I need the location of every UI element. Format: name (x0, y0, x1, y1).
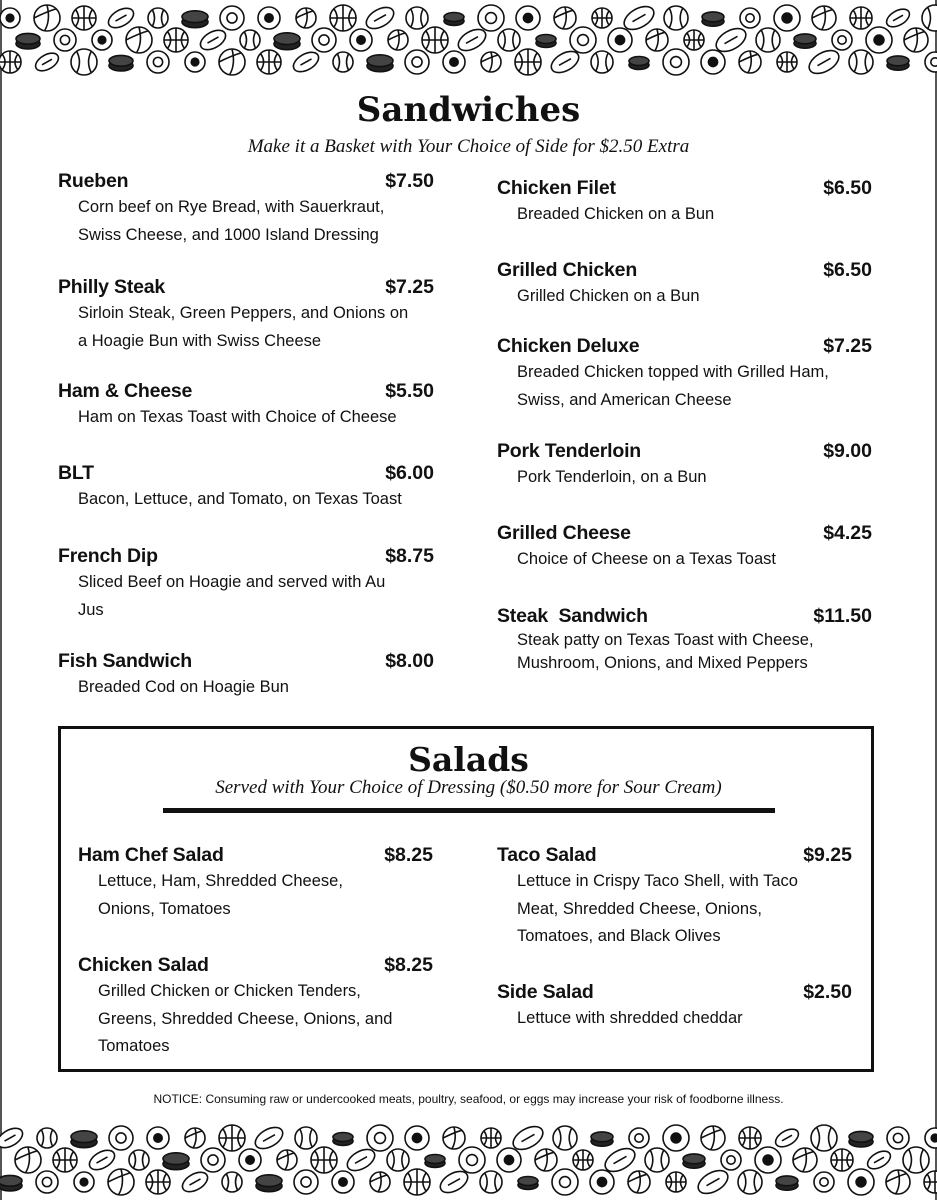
soccer-ball-icon (74, 1172, 94, 1192)
billiard-ball-icon (629, 1128, 649, 1148)
volleyball-icon (535, 1149, 557, 1171)
billiard-ball-icon (201, 1148, 225, 1172)
basketball-icon (666, 1172, 686, 1192)
baseball-icon (222, 1172, 242, 1192)
item-description-line: Swiss Cheese, and 1000 Island Dressing (78, 225, 379, 244)
volleyball-icon (388, 30, 408, 50)
football-icon (86, 1146, 118, 1173)
soccer-ball-icon (92, 30, 112, 50)
hockey-puck-icon (887, 56, 909, 70)
billiard-ball-icon (663, 49, 689, 75)
volleyball-icon (34, 5, 60, 31)
baseball-icon (738, 1170, 762, 1194)
soccer-ball-icon (925, 1128, 937, 1148)
volleyball-icon (646, 29, 668, 51)
baseball-icon (387, 1149, 409, 1171)
football-icon (290, 48, 322, 75)
item-price: $9.00 (823, 440, 872, 462)
menu-item-rueben (58, 170, 434, 249)
hockey-puck-icon (444, 13, 464, 26)
item-description-line: Lettuce, Ham, Shredded Cheese, (98, 872, 343, 890)
hockey-puck-icon (16, 33, 40, 49)
menu-item-pork-tenderloin (497, 440, 872, 492)
football-icon (252, 1123, 287, 1153)
item-description-line: Tomatoes (98, 1037, 170, 1055)
baseball-icon (406, 7, 428, 29)
item-description-line: Greens, Shredded Cheese, Onions, and (98, 1009, 393, 1028)
billiard-ball-icon (405, 50, 429, 74)
item-name: Philly Steak (58, 276, 166, 298)
baseball-icon (645, 1148, 669, 1172)
basketball-icon (481, 1128, 501, 1148)
billiard-ball-icon (814, 1172, 834, 1192)
baseball-icon (37, 1128, 57, 1148)
menu-item-french-dip (58, 545, 434, 624)
item-price: $7.25 (385, 276, 434, 298)
basketball-icon (219, 1125, 245, 1151)
basketball-icon (684, 30, 704, 50)
item-price: $8.00 (385, 650, 434, 672)
volleyball-icon (15, 1147, 41, 1173)
item-name: Chicken Deluxe (497, 335, 640, 357)
basketball-icon (573, 1150, 593, 1170)
baseball-icon (903, 1147, 929, 1173)
item-price: $8.75 (385, 545, 434, 567)
baseball-icon (295, 1127, 317, 1149)
item-description-line: Mushroom, Onions, and Mixed Peppers (517, 654, 808, 672)
baseball-icon (480, 1171, 502, 1193)
billiard-ball-icon (887, 1127, 909, 1149)
food-safety-notice: NOTICE: Consuming raw or undercooked meats, poultry, seafood, or eggs may increase your risk of foodborne illness. (153, 1092, 784, 1106)
baseball-icon (498, 29, 520, 51)
hockey-puck-icon (518, 1177, 538, 1190)
basketball-icon (257, 50, 281, 74)
volleyball-icon (185, 1128, 205, 1148)
basketball-icon (72, 6, 96, 30)
volleyball-icon (739, 51, 761, 73)
sports-balls-pattern-top (0, 0, 937, 80)
volleyball-icon (628, 1171, 650, 1193)
billiard-ball-icon (925, 52, 937, 72)
baseball-icon (849, 50, 873, 74)
soccer-ball-icon (497, 1148, 521, 1172)
item-price: $6.50 (823, 259, 872, 281)
soccer-ball-icon (258, 7, 280, 29)
football-icon (197, 26, 229, 53)
billiard-ball-icon (721, 1150, 741, 1170)
hockey-puck-icon (425, 1155, 445, 1168)
football-icon (884, 6, 913, 31)
billiard-ball-icon (459, 1147, 485, 1173)
baseball-icon (240, 30, 260, 50)
volleyball-icon (108, 1169, 134, 1195)
item-description-line: Sliced Beef on Hoagie and served with Au (78, 573, 386, 591)
hockey-puck-icon (794, 34, 816, 48)
salads-subtitle: Served with Your Choice of Dressing ($0.50 more for Sour Cream) (215, 777, 722, 798)
item-description-line: a Hoagie Bun with Swiss Cheese (78, 331, 322, 350)
baseball-icon (553, 1126, 577, 1150)
soccer-ball-icon (147, 1127, 169, 1149)
billiard-ball-icon (478, 5, 504, 31)
left-border (0, 0, 2, 1200)
basketball-icon (777, 52, 797, 72)
item-description-line: Bacon, Lettuce, and Tomato, on Texas Toast (78, 490, 402, 508)
hockey-puck-icon (629, 57, 649, 70)
item-description-line: Sirloin Steak, Green Peppers, and Onions on (78, 304, 409, 322)
hockey-puck-icon (536, 35, 556, 48)
hockey-puck-icon (776, 1176, 798, 1190)
item-price: $8.25 (384, 844, 433, 866)
item-description-line: Ham on Texas Toast with Choice of Cheese (78, 408, 397, 426)
basketball-icon (146, 1170, 170, 1194)
football-icon (773, 1126, 802, 1151)
volleyball-icon (793, 1148, 817, 1172)
billiard-ball-icon (312, 28, 336, 52)
soccer-ball-icon (516, 6, 540, 30)
soccer-ball-icon (590, 1170, 614, 1194)
soccer-ball-icon (755, 1147, 781, 1173)
hockey-puck-icon (702, 12, 724, 26)
salads-title: Salads (408, 740, 529, 779)
soccer-ball-icon (185, 52, 205, 72)
menu-item-philly-steak (58, 276, 434, 355)
volleyball-icon (886, 1170, 910, 1194)
item-description-line: Grilled Chicken or Chicken Tenders, (98, 982, 361, 1000)
billiard-ball-icon (147, 51, 169, 73)
baseball-icon (922, 5, 937, 31)
item-description-line: Lettuce with shredded cheddar (517, 1009, 743, 1027)
billiard-ball-icon (109, 1126, 133, 1150)
volleyball-icon (443, 1127, 465, 1149)
item-name: Steak Sandwich (497, 605, 648, 627)
item-name: Ham & Cheese (58, 380, 193, 402)
menu-item-grilled-cheese (497, 522, 872, 574)
item-name: Chicken Filet (497, 177, 616, 199)
menu-item-ham-chef-salad (78, 844, 433, 923)
basketball-icon (592, 8, 612, 28)
football-icon (694, 1166, 732, 1198)
soccer-ball-icon (608, 28, 632, 52)
soccer-ball-icon (405, 1126, 429, 1150)
menu-item-steak-sandwich (497, 605, 872, 675)
item-price: $8.25 (384, 954, 433, 976)
baseball-icon (148, 8, 168, 28)
billiard-ball-icon (36, 1171, 58, 1193)
item-description-line: Breaded Chicken topped with Grilled Ham, (517, 363, 829, 381)
item-name: Grilled Chicken (497, 259, 638, 281)
basketball-icon (311, 1147, 337, 1173)
billiard-ball-icon (832, 30, 852, 50)
soccer-ball-icon (848, 1169, 874, 1195)
menu-item-chicken-filet (497, 177, 872, 229)
football-icon (179, 1168, 211, 1195)
billiard-ball-icon (552, 1169, 578, 1195)
item-price: $4.25 (823, 522, 872, 544)
basketball-icon (164, 28, 188, 52)
menu-item-taco-salad (497, 844, 852, 951)
soccer-ball-icon (332, 1171, 354, 1193)
football-icon (363, 3, 398, 33)
soccer-ball-icon (443, 51, 465, 73)
billiard-ball-icon (740, 8, 760, 28)
volleyball-icon (812, 6, 836, 30)
volleyball-icon (370, 1172, 390, 1192)
hockey-puck-icon (256, 1175, 282, 1192)
item-price: $11.50 (813, 605, 872, 627)
sandwiches-subtitle: Make it a Basket with Your Choice of Side for $2.50 Extra (247, 136, 690, 157)
item-name: Side Salad (497, 981, 594, 1003)
basketball-icon (0, 51, 21, 73)
hockey-puck-icon (71, 1131, 97, 1148)
basketball-icon (924, 1171, 937, 1193)
baseball-icon (333, 52, 353, 72)
volleyball-icon (701, 1126, 725, 1150)
volleyball-icon (126, 27, 152, 53)
basketball-icon (850, 7, 872, 29)
basketball-icon (330, 5, 356, 31)
item-name: Ham Chef Salad (78, 844, 224, 866)
item-name: Grilled Cheese (497, 522, 631, 544)
item-description-line: Corn beef on Rye Bread, with Sauerkraut, (78, 198, 385, 216)
item-price: $9.25 (803, 844, 852, 866)
baseball-icon (129, 1150, 149, 1170)
volleyball-icon (219, 49, 245, 75)
baseball-icon (811, 1125, 837, 1151)
item-description-line: Steak patty on Texas Toast with Cheese, (517, 631, 814, 649)
item-description-line: Choice of Cheese on a Texas Toast (517, 550, 776, 568)
sandwiches-title: Sandwiches (356, 90, 581, 130)
item-description-line: Lettuce in Crispy Taco Shell, with Taco (517, 872, 798, 890)
item-price: $7.25 (823, 335, 872, 357)
basketball-icon (831, 1149, 853, 1171)
billiard-ball-icon (367, 1125, 393, 1151)
menu-item-side-salad (497, 981, 852, 1033)
hockey-puck-icon (367, 55, 393, 72)
football-icon (805, 46, 843, 78)
item-description-line: Meat, Shredded Cheese, Onions, (517, 899, 762, 918)
soccer-ball-icon (663, 1125, 689, 1151)
soccer-ball-icon (774, 5, 800, 31)
volleyball-icon (904, 28, 928, 52)
item-price: $5.50 (385, 380, 434, 402)
menu-item-chicken-deluxe (497, 335, 872, 414)
item-description-line: Breaded Chicken on a Bun (517, 205, 715, 223)
billiard-ball-icon (570, 27, 596, 53)
hockey-puck-icon (163, 1153, 189, 1170)
hockey-puck-icon (849, 1131, 873, 1147)
item-name: Pork Tenderloin (497, 440, 641, 462)
basketball-icon (404, 1169, 430, 1195)
item-description-line: Swiss, and American Cheese (517, 390, 732, 409)
menu-item-ham-cheese (58, 380, 434, 432)
soccer-ball-icon (866, 27, 892, 53)
volleyball-icon (554, 7, 576, 29)
item-description-line: Pork Tenderloin, on a Bun (517, 468, 707, 486)
item-description-line: Breaded Cod on Hoagie Bun (78, 678, 289, 696)
volleyball-icon (481, 52, 501, 72)
item-description-line: Grilled Chicken on a Bun (517, 287, 700, 305)
basketball-icon (53, 1148, 77, 1172)
billiard-ball-icon (54, 29, 76, 51)
soccer-ball-icon (350, 29, 372, 51)
basketball-icon (422, 27, 448, 53)
soccer-ball-icon (239, 1149, 261, 1171)
item-price: $2.50 (803, 981, 852, 1003)
item-name: Taco Salad (497, 844, 597, 866)
baseball-icon (71, 49, 97, 75)
menu-item-blt (58, 462, 434, 514)
basketball-icon (739, 1127, 761, 1149)
item-price: $6.00 (385, 462, 434, 484)
menu-item-grilled-chicken (497, 259, 872, 311)
item-name: BLT (58, 462, 94, 484)
hockey-puck-icon (109, 55, 133, 71)
volleyball-icon (277, 1150, 297, 1170)
menu-item-fish-sandwich (58, 650, 434, 702)
menu-item-chicken-salad (78, 954, 433, 1061)
hockey-puck-icon (683, 1154, 705, 1168)
basketball-icon (515, 49, 541, 75)
billiard-ball-icon (294, 1170, 318, 1194)
sports-balls-pattern-bottom (0, 1120, 937, 1200)
item-description-line: Tomatoes, and Black Olives (517, 927, 721, 945)
item-price: $7.50 (385, 170, 434, 192)
item-description-line: Onions, Tomatoes (98, 899, 231, 918)
item-price: $6.50 (823, 177, 872, 199)
hockey-puck-icon (0, 1175, 22, 1191)
football-icon (105, 4, 137, 31)
item-name: Chicken Salad (78, 954, 209, 976)
hockey-puck-icon (591, 1132, 613, 1146)
volleyball-icon (296, 8, 316, 28)
billiard-ball-icon (220, 6, 244, 30)
baseball-icon (664, 6, 688, 30)
baseball-icon (591, 51, 613, 73)
hockey-puck-icon (182, 11, 208, 28)
football-icon (865, 1148, 894, 1173)
item-name: Rueben (58, 170, 129, 192)
baseball-icon (756, 28, 780, 52)
item-name: Fish Sandwich (58, 650, 192, 672)
hockey-puck-icon (333, 1133, 353, 1146)
item-description-line: Jus (78, 600, 104, 619)
salads-divider (163, 808, 775, 813)
item-name: French Dip (58, 545, 158, 567)
football-icon (33, 50, 62, 75)
soccer-ball-icon (0, 8, 20, 28)
hockey-puck-icon (274, 33, 300, 50)
soccer-ball-icon (701, 50, 725, 74)
